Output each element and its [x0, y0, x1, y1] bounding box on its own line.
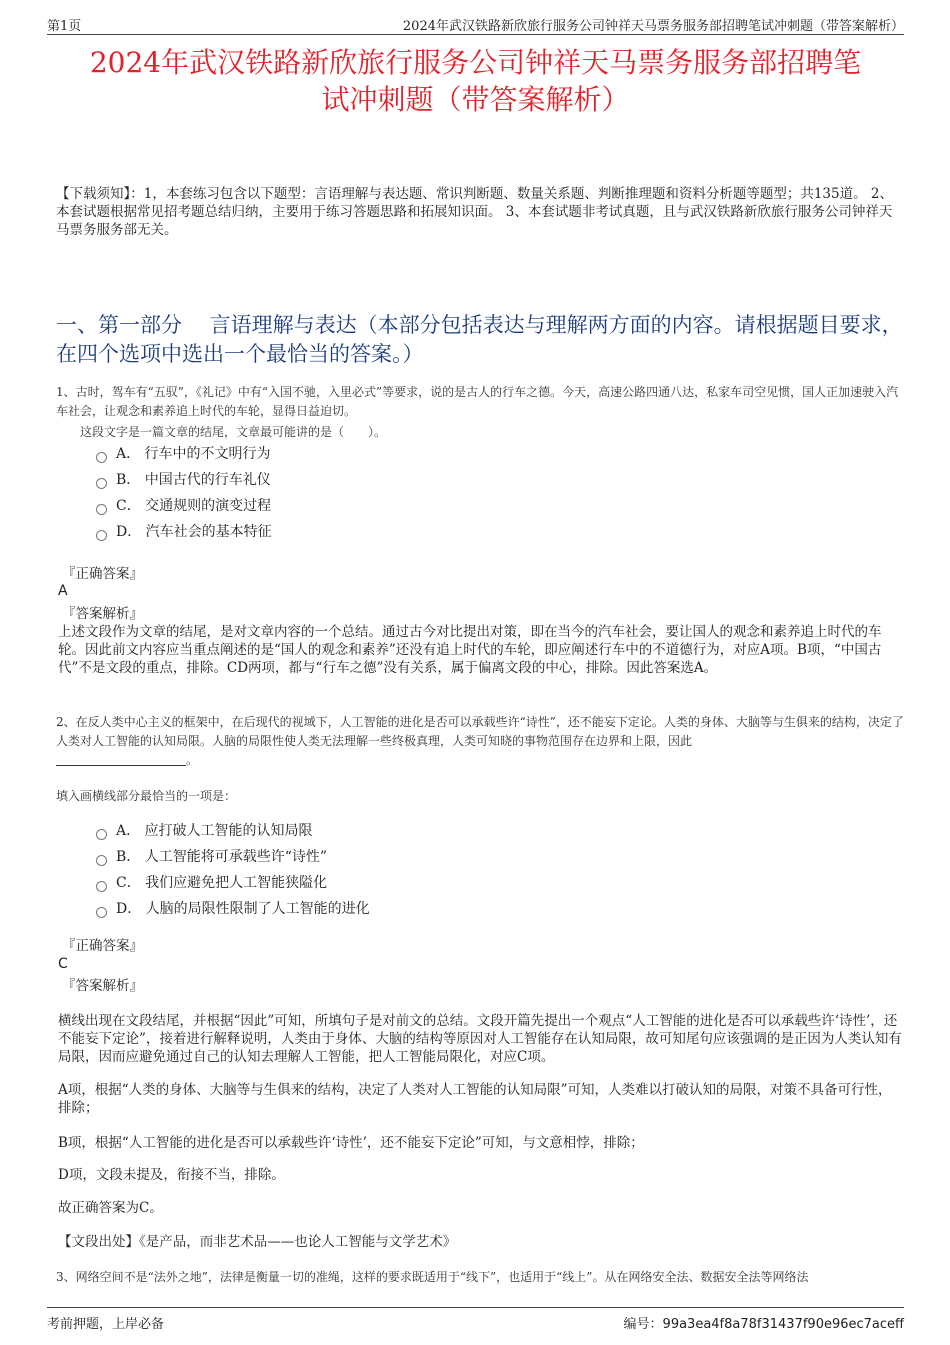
q1-option-d[interactable]: D． 汽车社会的基本特征	[96, 522, 272, 542]
question-1-prompt: 这段文字是一篇文章的结尾，文章最可能讲的是（ ）。	[80, 425, 387, 439]
radio-icon[interactable]	[96, 478, 107, 489]
q1-analysis: 上述文段作为文章的结尾，是对文章内容的一个总结。通过古今对比提出对策，即在当今的汽车社会，要让国人的观念和素养追上时代的车轮。因此前文内容应当重点阐述的是“国人的观念和素养”还没有追上时代的车轮，即应阐述行车中的不道德行为，对应A项。B项，“中国古代”不是文段的重点，排除。CD两项，都与“行车之德”没有关系，属于偏离文段的中心，排除。因此答案选A。	[58, 624, 882, 676]
question-2-prompt: 填入画横线部分最恰当的一项是：	[56, 789, 237, 803]
radio-icon[interactable]	[96, 504, 107, 515]
q1-option-b[interactable]: B． 中国古代的行车礼仪	[96, 470, 271, 490]
q1-answer: A	[58, 583, 68, 599]
page-number: 第1页	[47, 19, 82, 34]
radio-icon[interactable]	[96, 829, 107, 840]
section-heading: 一、第一部分 言语理解与表达（本部分包括表达与理解两方面的内容。请根据题目要求，在四个选项中选出一个最恰当的答案。）	[56, 313, 903, 366]
q2-answer: C	[58, 956, 68, 972]
radio-icon[interactable]	[96, 530, 107, 541]
answer-blank	[56, 753, 186, 766]
q1-option-c[interactable]: C． 交通规则的演变过程	[96, 496, 271, 516]
q2-answer-label: 『正确答案』	[62, 938, 143, 954]
title-line-1: 2024年武汉铁路新欣旅行服务公司钟祥天马票务服务部招聘笔	[89, 46, 862, 79]
q2-option-a[interactable]: A． 应打破人工智能的认知局限	[96, 821, 313, 841]
footer-slogan: 考前押题，上岸必备	[47, 1317, 165, 1332]
q1-answer-label: 『正确答案』	[62, 566, 143, 582]
q2-analysis-paragraph: A项，根据“人类的身体、大脑等与生俱来的结构，决定了人类对人工智能的认知局限”可知，人类难以打破认知的局限，对策不具备可行性，排除；	[58, 1082, 892, 1116]
radio-icon[interactable]	[96, 907, 107, 918]
footer-rule	[47, 1307, 904, 1308]
q2-option-b[interactable]: B． 人工智能将可承载些许“诗性”	[96, 847, 327, 867]
q2-option-d[interactable]: D． 人脑的局限性限制了人工智能的进化	[96, 899, 370, 919]
footer-code: 编号：99a3ea4f8a78f31437f90e96ec7aceff	[623, 1317, 904, 1332]
radio-icon[interactable]	[96, 855, 107, 866]
question-1-stem: 1、古时，驾车有“五驭”，《礼记》中有“入国不驰，入里必式”等要求，说的是古人的行车之德。今天，高速公路四通八达，私家车司空见惯，国人正加速驶入汽车社会，让观念和素养追上时代的车轮，显得日益迫切。	[56, 385, 899, 418]
header-doc-title: 2024年武汉铁路新欣旅行服务公司钟祥天马票务服务部招聘笔试冲刺题（带答案解析）	[402, 19, 904, 34]
q2-analysis-paragraph: 故正确答案为C。	[58, 1200, 163, 1216]
document-title	[47, 44, 904, 118]
q1-analysis-label: 『答案解析』	[62, 606, 143, 622]
q2-analysis-paragraph: D项，文段未提及，衔接不当，排除。	[58, 1167, 285, 1183]
q2-analysis-paragraph: 横线出现在文段结尾，并根据“因此”可知，所填句子是对前文的总结。文段开篇先提出一个观点“人工智能的进化是否可以承载些许‘诗性’，还不能妄下定论”，接着进行解释说明，人类由于身体、大脑的结构等原因对人工智能存在认知局限，故可知尾句应该强调的是正因为人类认知有局限，因而应避免通过自己的认知去理解人工智能，把人工智能局限化，对应C项。	[58, 1013, 902, 1065]
title-line-2: 试冲刺题（带答案解析）	[321, 83, 630, 116]
q2-option-c[interactable]: C． 我们应避免把人工智能狭隘化	[96, 873, 327, 893]
q2-analysis-label: 『答案解析』	[62, 978, 143, 994]
radio-icon[interactable]	[96, 452, 107, 463]
header-rule	[47, 34, 904, 35]
q1-option-a[interactable]: A． 行车中的不文明行为	[96, 444, 271, 464]
q2-source: 【文段出处】《是产品，而非艺术品——也论人工智能与文学艺术》	[58, 1234, 457, 1250]
radio-icon[interactable]	[96, 881, 107, 892]
q2-analysis-paragraph: B项，根据“人工智能的进化是否可以承载些许‘诗性’，还不能妄下定论”可知，与文意相悖，排除；	[58, 1135, 644, 1151]
question-3-stem: 3、网络空间不是“法外之地”，法律是衡量一切的准绳，这样的要求既适用于“线下”，也适用于“线上”。从在网络安全法、数据安全法等网络法	[56, 1270, 809, 1284]
download-notice: 【下载须知】：1，本套练习包含以下题型：言语理解与表达题、常识判断题、数量关系题、判断推理题和资料分析题等题型；共135道。 2、本套试题根据常见招考题总结归纳，主要用于练习答题思路和拓展知识面。 3、本套试题非考试真题，且与武汉铁路新欣旅行服务公司钟祥天马票务服务部无关。	[56, 186, 893, 238]
question-2-stem: 2、在反人类中心主义的框架中，在后现代的视域下，人工智能的进化是否可以承载些许“诗性”，还不能妄下定论。人类的身体、大脑等与生俱来的结构，决定了人类对人工智能的认知局限。人脑的局限性使人类无法理解一些终极真理，人类可知晓的事物范围存在边界和上限，因此 。	[56, 715, 904, 767]
